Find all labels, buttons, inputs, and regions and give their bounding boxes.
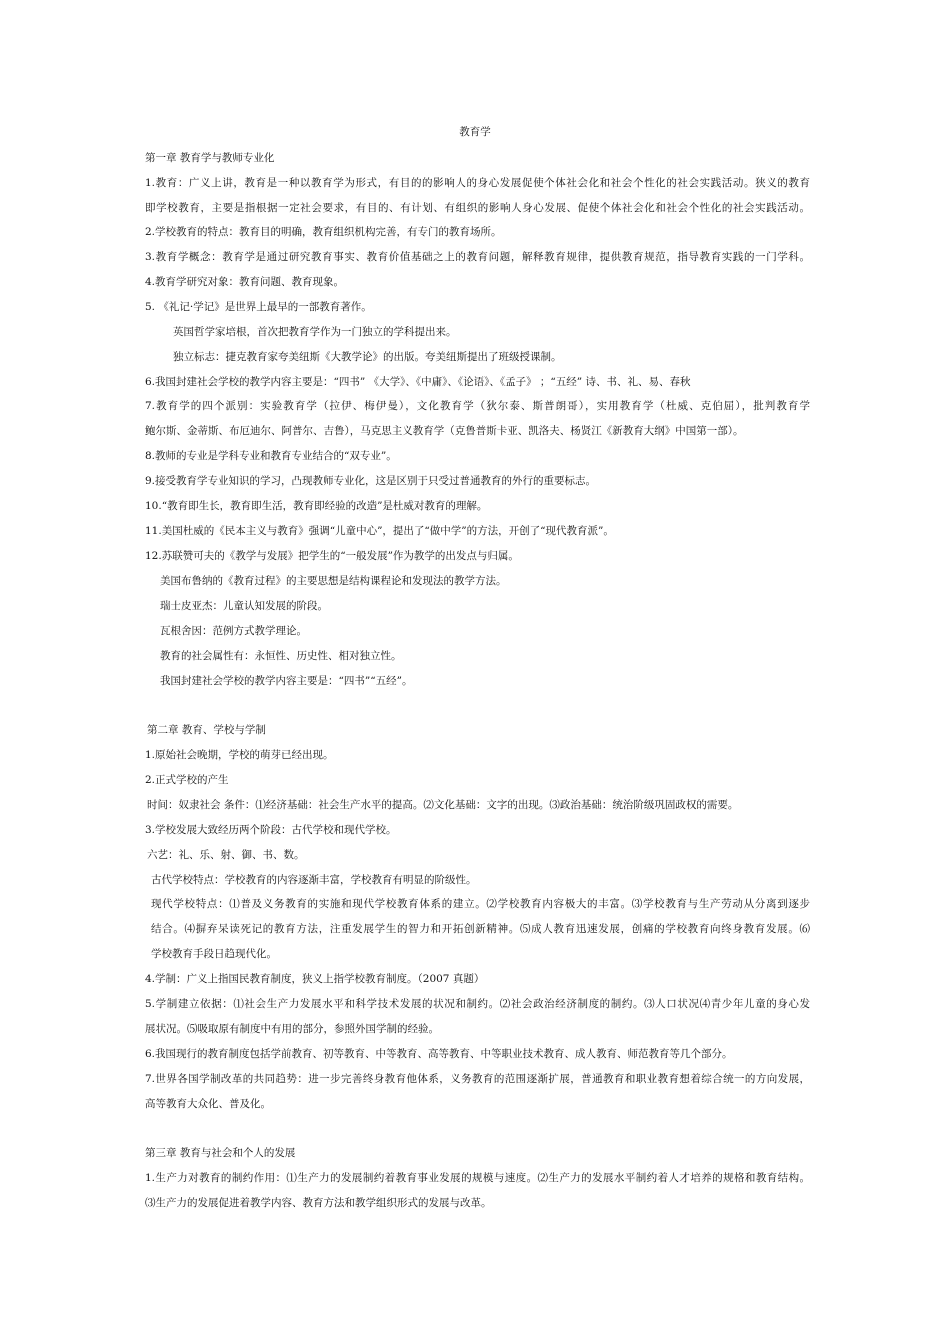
paragraph-line: 即学校教育，主要是指根据一定社会要求，有目的、有计划、有组织的影响人身心发展、促使个体社会化和社会个性化的社会实践活动。: [145, 202, 810, 214]
paragraph-line: 时间：奴隶社会 条件：⑴经济基础：社会生产水平的提高。⑵文化基础：文字的出现。⑶政治基础：统治阶级巩固政权的需要。: [147, 799, 739, 811]
paragraph-line: 7.教育学的四个派别：实验教育学（拉伊、梅伊曼），文化教育学（狄尔泰、斯普朗哥），实用教育学（杜威、克伯屈），批判教育学: [145, 400, 810, 412]
paragraph-line: 美国布鲁纳的《教育过程》的主要思想是结构课程论和发现法的教学方法。: [160, 575, 507, 587]
paragraph-line: 展状况。⑸吸取原有制度中有用的部分，参照外国学制的经验。: [145, 1023, 439, 1035]
paragraph-line: 古代学校特点：学校教育的内容逐渐丰富，学校教育有明显的阶级性。: [151, 874, 477, 886]
paragraph-line: 4.教育学研究对象：教育问题、教育现象。: [145, 276, 345, 288]
paragraph-line: 我国封建社会学校的教学内容主要是：“四书”“五经”。: [160, 675, 413, 687]
chapter-3-heading: 第三章 教育与社会和个人的发展: [145, 1147, 296, 1159]
paragraph-line: 结合。⑷摒弃呆读死记的教育方法，注重发展学生的智力和开拓创新精神。⑸成人教育迅速发展，创痛的学校教育向终身教育发展。⑹: [151, 923, 810, 935]
paragraph-line: 12.苏联赞可夫的《教学与发展》把学生的“一般发展”作为教学的出发点与归属。: [145, 550, 519, 562]
chapter-2-heading: 第二章 教育、学校与学制: [147, 724, 266, 736]
paragraph-line: 7.世界各国学制改革的共同趋势：进一步完善终身教育他体系，义务教育的范围逐渐扩展，普通教育和职业教育想着综合统一的方向发展，: [145, 1073, 810, 1085]
paragraph-line: 6.我国现行的教育制度包括学前教育、初等教育、中等教育、高等教育、中等职业技术教育、成人教育、师范教育等几个部分。: [145, 1048, 733, 1060]
paragraph-line: 1.原始社会晚期，学校的萌芽已经出现。: [145, 749, 334, 761]
paragraph-line: 高等教育大众化、普及化。: [145, 1098, 271, 1110]
paragraph-line: 鲍尔斯、金蒂斯、布厄迪尔、阿普尔、吉鲁），马克思主义教育学（克鲁普斯卡亚、凯洛夫、杨贤江《新教育大纲》中国第一部）。: [145, 425, 744, 437]
paragraph-line: 1.生产力对教育的制约作用：⑴生产力的发展制约着教育事业发展的规模与速度。⑵生产力的发展水平制约着人才培养的规格和教育结构。: [145, 1172, 810, 1184]
paragraph-line: 2.学校教育的特点：教育目的明确，教育组织机构完善，有专门的教育场所。: [145, 226, 502, 238]
paragraph-line: 瑞士皮亚杰：儿童认知发展的阶段。: [160, 600, 328, 612]
paragraph-line: 10.“教育即生长，教育即生活，教育即经验的改造”是杜威对教育的理解。: [145, 500, 488, 512]
paragraph-line: 英国哲学家培根，首次把教育学作为一门独立的学科提出来。: [173, 326, 457, 338]
paragraph-line: 六艺：礼、乐、射、御、书、数。: [147, 849, 305, 861]
paragraph-line: 9.接受教育学专业知识的学习，凸现教师专业化，这是区别于只受过普通教育的外行的重要标志。: [145, 475, 597, 487]
paragraph-line: 2.正式学校的产生: [145, 774, 229, 786]
paragraph-line: 学校教育手段日趋现代化。: [151, 948, 277, 960]
paragraph-line: 5.学制建立依据：⑴社会生产力发展水平和科学技术发展的状况和制约。⑵社会政治经济制度的制约。⑶人口状况⑷青少年儿童的身心发: [145, 998, 810, 1010]
paragraph-line: 现代学校特点：⑴普及义务教育的实施和现代学校教育体系的建立。⑵学校教育内容极大的丰富。⑶学校教育与生产劳动从分离到逐步: [151, 898, 810, 910]
chapter-1-heading: 第一章 教育学与教师专业化: [145, 152, 275, 164]
paragraph-line: 独立标志：捷克教育家夸美纽斯《大教学论》的出版。夸美纽斯提出了班级授课制。: [173, 351, 562, 363]
paragraph-line: 3.教育学概念：教育学是通过研究教育事实、教育价值基础之上的教育问题，解释教育规律，提供教育规范，指导教育实践的一门学科。: [145, 251, 810, 263]
paragraph-line: 瓦根舍因：范例方式教学理论。: [160, 625, 307, 637]
paragraph-line: 4.学制：广义上指国民教育制度，狭义上指学校教育制度。（2007 真题）: [145, 973, 485, 985]
paragraph-line: 5. 《礼记·学记》是世界上最早的一部教育著作。: [145, 301, 372, 313]
paragraph-line: 11.美国杜威的《民本主义与教育》强调“儿童中心”，提出了“做中学”的方法，开创了“现代教育派”。: [145, 525, 614, 537]
paragraph-line: 6.我国封建社会学校的教学内容主要是：“四书” 《大学》、《中庸》、《论语》、《孟子》 ；“五经” 诗、书、礼、易、春秋: [145, 376, 691, 388]
document-title: 教育学: [459, 126, 491, 138]
paragraph-line: 3.学校发展大致经历两个阶段：古代学校和现代学校。: [145, 824, 397, 836]
paragraph-line: 8.教师的专业是学科专业和教育专业结合的“双专业”。: [145, 450, 397, 462]
paragraph-line: 1.教育：广义上讲，教育是一种以教育学为形式，有目的的影响人的身心发展促使个体社会化和社会个性化的社会实践活动。狭义的教育: [145, 177, 810, 189]
paragraph-line: ⑶生产力的发展促进着教学内容、教育方法和教学组织形式的发展与改革。: [145, 1197, 492, 1209]
paragraph-line: 教育的社会属性有：永恒性、历史性、相对独立性。: [160, 650, 402, 662]
